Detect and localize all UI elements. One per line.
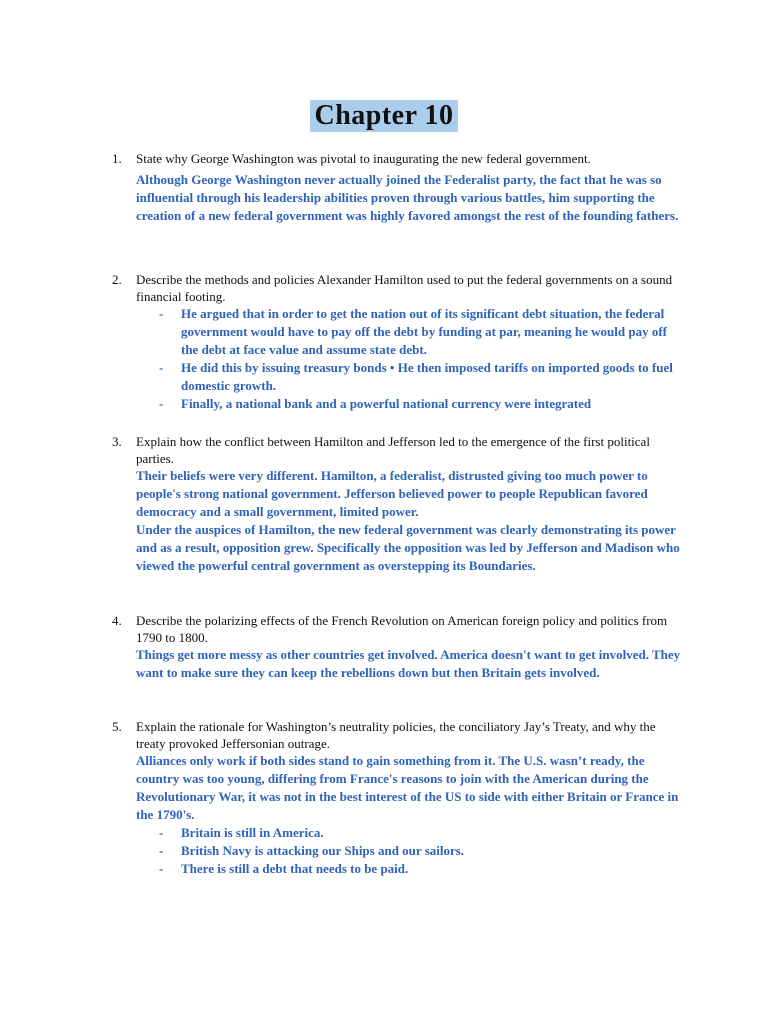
question-number: 1.	[112, 151, 122, 166]
chapter-title: Chapter 10	[310, 100, 457, 132]
bullet-dash: -	[159, 396, 164, 411]
bullet-item	[112, 824, 682, 842]
bullet-text: British Navy is attacking our Ships and our sailors.	[181, 843, 465, 858]
answer-text: Things get more messy as other countries get involved. America doesn't want to get involved. They want to make sure they can keep the rebellions down but then Britain gets involved.	[136, 647, 681, 680]
question-text: Describe the polarizing effects of the French Revolution on American foreign policy and politics from 1790 to 1800.	[136, 613, 668, 645]
question-text: State why George Washington was pivotal to inaugurating the new federal government.	[136, 151, 591, 166]
bullet-item	[112, 359, 682, 395]
question-number: 2.	[112, 272, 122, 287]
question-number: 3.	[112, 434, 122, 449]
question-number: 4.	[112, 613, 122, 628]
bullet-dash: -	[159, 360, 164, 375]
question-3	[112, 433, 682, 575]
answer-text: Under the auspices of Hamilton, the new federal government was clearly demonstrating its power and as a result, opposition grew. Specifically the opposition was led by Jefferson and Madison who viewed the powerful central government as overstepping its Boundaries.	[136, 522, 680, 573]
question-number: 5.	[112, 719, 122, 734]
bullet-text: There is still a debt that needs to be paid.	[181, 861, 409, 876]
answer-text: Alliances only work if both sides stand to gain something from it. The U.S. wasn’t ready, the country was too young, differing from France's reasons to join with the American during the Revolutionary War, it was not in the best interest of the US to side with either Britain or France in the 1790's.	[136, 753, 679, 822]
answer-text: Their beliefs were very different. Hamilton, a federalist, distrusted giving too much power to people's strong national government. Jefferson believed power to people Republican favored democracy and a small government, limited power.	[136, 468, 648, 519]
bullet-text: He argued that in order to get the nation out of its significant debt situation, the federal government would have to pay off the debt by funding at par, meaning he would pay off the debt at face value and assume state debt.	[181, 306, 667, 357]
bullet-text: Britain is still in America.	[181, 825, 324, 840]
bullet-item	[112, 395, 682, 413]
bullet-dash: -	[159, 843, 164, 858]
title-container	[0, 100, 768, 132]
bullet-item	[112, 860, 682, 878]
question-text: Explain the rationale for Washington’s neutrality policies, the conciliatory Jay’s Treaty, and why the treaty provoked Jeffersonian outrage.	[136, 719, 656, 751]
bullet-item	[112, 842, 682, 860]
bullet-text: Finally, a national bank and a powerful national currency were integrated	[181, 396, 592, 411]
answer-bullet-list	[112, 824, 682, 878]
bullet-dash: -	[159, 306, 164, 321]
bullet-dash: -	[159, 861, 164, 876]
bullet-text: He did this by issuing treasury bonds • He then imposed tariffs on imported goods to fuel domestic growth.	[181, 360, 673, 393]
answer-bullet-list	[112, 305, 682, 413]
question-text: Describe the methods and policies Alexander Hamilton used to put the federal governments on a sound financial footing.	[136, 272, 673, 304]
question-1	[112, 150, 682, 225]
question-text: Explain how the conflict between Hamilton and Jefferson led to the emergence of the first political parties.	[136, 434, 650, 466]
question-2	[112, 271, 682, 413]
bullet-dash: -	[159, 825, 164, 840]
answer-text: Although George Washington never actually joined the Federalist party, the fact that he was so influential through his leadership abilities proven through various battles, him supporting the creation of a new federal government was highly favored amongst the rest of the founding fathers.	[136, 172, 679, 223]
question-4	[112, 612, 682, 682]
bullet-item	[112, 305, 682, 359]
question-5	[112, 718, 682, 878]
